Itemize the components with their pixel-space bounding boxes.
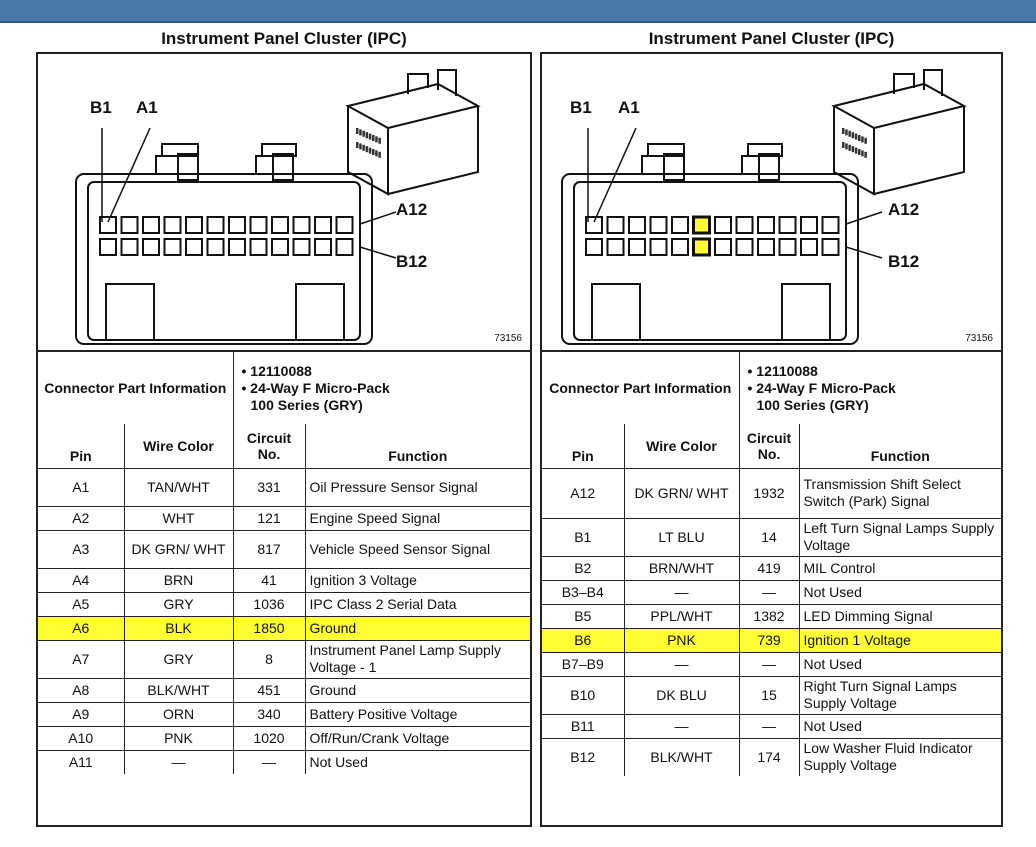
pin-cavity-a10 (294, 217, 310, 233)
leader-a12 (846, 212, 882, 224)
function-cell: Off/Run/Crank Voltage (305, 726, 530, 750)
header-pin: Pin (38, 424, 124, 468)
connector-info-table (38, 352, 530, 424)
circuit-cell: 340 (233, 702, 305, 726)
pin-cavity-a4 (651, 217, 667, 233)
leader-b12 (846, 247, 882, 258)
pin-cavity-b11 (801, 239, 817, 255)
connector-body (76, 174, 372, 344)
iso-connector-pin (378, 138, 381, 144)
pin-cell: A10 (38, 726, 124, 750)
wire-color-cell: DK GRN/ WHT (124, 530, 233, 568)
connector-body (562, 174, 858, 344)
function-cell: Ground (305, 616, 530, 640)
connector-part-info-label: Connector Part Information (542, 352, 739, 424)
pin-row (542, 714, 1001, 738)
iso-connector-top (348, 84, 478, 128)
pin-cavity-b8 (251, 239, 267, 255)
pin-cell: B7–B9 (542, 652, 624, 676)
pin-row (542, 628, 1001, 652)
locking-tab-right (742, 144, 782, 174)
pin-cell: A3 (38, 530, 124, 568)
label-b1: B1 (570, 98, 592, 117)
function-cell: Low Washer Fluid Indicator Supply Voltage (799, 738, 1001, 776)
figure-number: 73156 (965, 333, 993, 344)
connector-body-inner (574, 182, 846, 340)
iso-connector-pin (369, 134, 372, 140)
iso-connector-pin (845, 143, 848, 149)
pin-row (38, 568, 530, 592)
function-cell: LED Dimming Signal (799, 604, 1001, 628)
latch-right (759, 154, 779, 180)
circuit-cell: 817 (233, 530, 305, 568)
wire-color-cell: BLK/WHT (124, 678, 233, 702)
pin-cell: A6 (38, 616, 124, 640)
header-wire-color: Wire Color (124, 424, 233, 468)
pin-cell: A2 (38, 506, 124, 530)
pin-cavity-b3 (143, 239, 159, 255)
wire-color-cell: WHT (124, 506, 233, 530)
pin-cavity-a8 (251, 217, 267, 233)
connector-part-info-label: Connector Part Information (38, 352, 233, 424)
pin-cavity-b9 (758, 239, 774, 255)
connector-drawing (38, 54, 530, 350)
circuit-cell: 1020 (233, 726, 305, 750)
pin-row (542, 580, 1001, 604)
circuit-cell: 8 (233, 640, 305, 678)
pin-cavity-a10 (780, 217, 796, 233)
pin-row (542, 468, 1001, 518)
panel-box (36, 52, 532, 827)
pin-cavity-a9 (272, 217, 288, 233)
pin-cavity-a3 (629, 217, 645, 233)
pin-row (38, 616, 530, 640)
connector-type: • 24-Way F Micro-Pack (241, 379, 390, 396)
pin-cavity-a3 (143, 217, 159, 233)
latch-right (273, 154, 293, 180)
pin-cavity-b2 (122, 239, 138, 255)
pin-cell: A5 (38, 592, 124, 616)
pin-cavity-a6 (694, 217, 710, 233)
function-cell: Oil Pressure Sensor Signal (305, 468, 530, 506)
pin-cell: A7 (38, 640, 124, 678)
circuit-cell: — (739, 714, 799, 738)
iso-connector-pin (375, 136, 378, 142)
header-function: Function (799, 424, 1001, 468)
connector-info-table (542, 352, 1001, 424)
pin-row (38, 506, 530, 530)
iso-connector-pin (848, 145, 851, 151)
pin-cell: A8 (38, 678, 124, 702)
pin-cavity-a8 (737, 217, 753, 233)
pin-table (38, 424, 530, 774)
label-a12: A12 (396, 200, 428, 219)
iso-connector-side (874, 106, 964, 194)
circuit-cell: 121 (233, 506, 305, 530)
label-a1: A1 (618, 98, 640, 117)
wire-color-cell: BLK/WHT (624, 738, 739, 776)
pin-row (38, 592, 530, 616)
pin-cell: B2 (542, 556, 624, 580)
pin-cavity-b10 (780, 239, 796, 255)
pin-cell: A11 (38, 750, 124, 774)
pin-row (542, 518, 1001, 556)
pin-cavity-b6 (208, 239, 224, 255)
iso-connector-pin (848, 131, 851, 137)
latch-left (178, 154, 198, 180)
connector-part-info-values (739, 352, 1001, 424)
connector-diagram (38, 54, 530, 352)
function-cell: Battery Positive Voltage (305, 702, 530, 726)
ipc-panel-left (36, 28, 532, 827)
pin-cavity-a9 (758, 217, 774, 233)
wire-color-cell: PPL/WHT (624, 604, 739, 628)
pin-cavity-b7 (715, 239, 731, 255)
function-cell: Not Used (799, 580, 1001, 604)
pin-row (542, 652, 1001, 676)
wire-color-cell: PNK (624, 628, 739, 652)
locking-tab-right (256, 144, 296, 174)
pin-row (542, 738, 1001, 776)
iso-connector-pin (359, 129, 362, 135)
circuit-cell: 41 (233, 568, 305, 592)
pin-cavity-b5 (186, 239, 202, 255)
pin-cavity-a2 (608, 217, 624, 233)
pin-cavity-b2 (608, 239, 624, 255)
function-cell: Left Turn Signal Lamps Supply Voltage (799, 518, 1001, 556)
iso-connector-pin (372, 135, 375, 141)
circuit-cell: 419 (739, 556, 799, 580)
wire-color-cell: BLK (124, 616, 233, 640)
pin-row (542, 676, 1001, 714)
connector-type: • 24-Way F Micro-Pack (747, 379, 896, 396)
panel-box (540, 52, 1003, 827)
latch-left (664, 154, 684, 180)
wire-color-cell: LT BLU (624, 518, 739, 556)
pin-cell: A1 (38, 468, 124, 506)
pin-row (38, 702, 530, 726)
pin-cavity-a7 (715, 217, 731, 233)
iso-connector-pin (356, 128, 359, 134)
window-top-bar (0, 0, 1036, 23)
pin-cavity-a2 (122, 217, 138, 233)
pin-cavity-a12 (823, 217, 839, 233)
header-function: Function (305, 424, 530, 468)
pin-row (542, 604, 1001, 628)
part-number: • 12110088 (747, 362, 818, 379)
iso-connector-pin (842, 128, 845, 134)
figure-number: 73156 (494, 333, 522, 344)
function-cell: Vehicle Speed Sensor Signal (305, 530, 530, 568)
function-cell: Transmission Shift Select Switch (Park) Signal (799, 468, 1001, 518)
iso-connector-pin (858, 135, 861, 141)
connector-drawing (542, 54, 1001, 350)
header-pin: Pin (542, 424, 624, 468)
pin-cavity-a4 (165, 217, 181, 233)
function-cell: Not Used (799, 652, 1001, 676)
wire-color-cell: DK GRN/ WHT (624, 468, 739, 518)
connector-series: 100 Series (GRY) (756, 396, 869, 413)
iso-connector-pin (359, 143, 362, 149)
pin-cavity-b5 (672, 239, 688, 255)
label-b12: B12 (888, 252, 920, 271)
circuit-cell: 1036 (233, 592, 305, 616)
iso-connector-latches (894, 70, 942, 96)
function-cell: MIL Control (799, 556, 1001, 580)
panel-title: Instrument Panel Cluster (IPC) (161, 29, 407, 48)
pin-cell: B12 (542, 738, 624, 776)
function-cell: Ignition 3 Voltage (305, 568, 530, 592)
connector-part-info-values (233, 352, 530, 424)
wire-color-cell: — (624, 580, 739, 604)
circuit-cell: 1850 (233, 616, 305, 640)
pin-row (38, 750, 530, 774)
key-right (296, 284, 344, 340)
iso-connector-latches (408, 70, 456, 96)
pin-row (542, 556, 1001, 580)
circuit-cell: — (739, 652, 799, 676)
function-cell: Not Used (799, 714, 1001, 738)
iso-connector-pin (855, 134, 858, 140)
circuit-cell: 14 (739, 518, 799, 556)
pin-cavity-b12 (337, 239, 353, 255)
header-circuit-no: Circuit No. (739, 424, 799, 468)
function-cell: IPC Class 2 Serial Data (305, 592, 530, 616)
circuit-cell: 451 (233, 678, 305, 702)
iso-connector-pin (858, 149, 861, 155)
pin-cell: A9 (38, 702, 124, 726)
circuit-cell: 174 (739, 738, 799, 776)
iso-connector-pin (864, 152, 867, 158)
key-right (782, 284, 830, 340)
label-b1: B1 (90, 98, 112, 117)
circuit-cell: 15 (739, 676, 799, 714)
wire-color-cell: TAN/WHT (124, 468, 233, 506)
pin-cavity-b6 (694, 239, 710, 255)
wire-color-cell: — (624, 714, 739, 738)
wire-color-cell: BRN (124, 568, 233, 592)
iso-connector-pin (852, 132, 855, 138)
iso-connector-pin (372, 149, 375, 155)
pin-cavity-a11 (315, 217, 331, 233)
iso-connector-pin (845, 129, 848, 135)
circuit-cell: — (233, 750, 305, 774)
pin-cell: A12 (542, 468, 624, 518)
circuit-cell: 739 (739, 628, 799, 652)
circuit-cell: 1382 (739, 604, 799, 628)
pin-cavity-b10 (294, 239, 310, 255)
pin-cavity-b3 (629, 239, 645, 255)
pin-row (38, 640, 530, 678)
key-left (106, 284, 154, 340)
pin-row (38, 678, 530, 702)
iso-connector-pin (378, 152, 381, 158)
connector-body-inner (88, 182, 360, 340)
wire-color-cell: GRY (124, 640, 233, 678)
iso-connector-pin (362, 131, 365, 137)
pin-row (38, 530, 530, 568)
circuit-cell: 331 (233, 468, 305, 506)
pin-cavity-b9 (272, 239, 288, 255)
iso-connector-pin (366, 132, 369, 138)
pin-cavity-a6 (208, 217, 224, 233)
wire-color-cell: ORN (124, 702, 233, 726)
pin-cavity-b1 (100, 239, 116, 255)
iso-connector-pin (855, 148, 858, 154)
leader-b12 (360, 247, 396, 258)
connector-series: 100 Series (GRY) (250, 396, 363, 413)
pin-cavity-a12 (337, 217, 353, 233)
pin-cell: B5 (542, 604, 624, 628)
pin-cavity-a5 (186, 217, 202, 233)
leader-a12 (360, 212, 396, 224)
iso-connector-pin (375, 150, 378, 156)
function-cell: Ignition 1 Voltage (799, 628, 1001, 652)
circuit-cell: — (739, 580, 799, 604)
pin-cavity-a7 (229, 217, 245, 233)
wire-color-cell: GRY (124, 592, 233, 616)
circuit-cell: 1932 (739, 468, 799, 518)
ipc-panel-right (540, 28, 1003, 827)
pin-cavity-b8 (737, 239, 753, 255)
pin-cavity-b11 (315, 239, 331, 255)
pin-cell: B10 (542, 676, 624, 714)
pin-cavity-b7 (229, 239, 245, 255)
iso-connector-pin (366, 146, 369, 152)
function-cell: Not Used (305, 750, 530, 774)
wire-color-cell: PNK (124, 726, 233, 750)
pin-cell: B11 (542, 714, 624, 738)
iso-connector-pin (852, 146, 855, 152)
wire-color-cell: — (624, 652, 739, 676)
iso-connector-pin (861, 136, 864, 142)
connector-diagram (542, 54, 1001, 352)
iso-connector-pin (362, 145, 365, 151)
function-cell: Engine Speed Signal (305, 506, 530, 530)
iso-connector-side (388, 106, 478, 194)
pin-cell: B3–B4 (542, 580, 624, 604)
pin-row (38, 726, 530, 750)
pin-cell: B6 (542, 628, 624, 652)
key-left (592, 284, 640, 340)
function-cell: Instrument Panel Lamp Supply Voltage - 1 (305, 640, 530, 678)
function-cell: Right Turn Signal Lamps Supply Voltage (799, 676, 1001, 714)
pin-cavity-b12 (823, 239, 839, 255)
wire-color-cell: BRN/WHT (624, 556, 739, 580)
wire-color-cell: DK BLU (624, 676, 739, 714)
pin-cavity-b4 (165, 239, 181, 255)
iso-connector-pin (861, 150, 864, 156)
pin-cell: A4 (38, 568, 124, 592)
pin-table (542, 424, 1001, 776)
pin-cavity-b4 (651, 239, 667, 255)
iso-connector-pin (369, 148, 372, 154)
part-number: • 12110088 (241, 362, 312, 379)
pin-cavity-a11 (801, 217, 817, 233)
header-wire-color: Wire Color (624, 424, 739, 468)
pin-cavity-b1 (586, 239, 602, 255)
header-circuit-no: Circuit No. (233, 424, 305, 468)
iso-connector-pin (842, 142, 845, 148)
iso-connector-top (834, 84, 964, 128)
iso-connector-pin (864, 138, 867, 144)
label-a1: A1 (136, 98, 158, 117)
function-cell: Ground (305, 678, 530, 702)
panel-title: Instrument Panel Cluster (IPC) (648, 29, 895, 48)
pin-row (38, 468, 530, 506)
pin-cavity-a5 (672, 217, 688, 233)
label-b12: B12 (396, 252, 428, 271)
wire-color-cell: — (124, 750, 233, 774)
pin-cell: B1 (542, 518, 624, 556)
label-a12: A12 (888, 200, 920, 219)
iso-connector-pin (356, 142, 359, 148)
